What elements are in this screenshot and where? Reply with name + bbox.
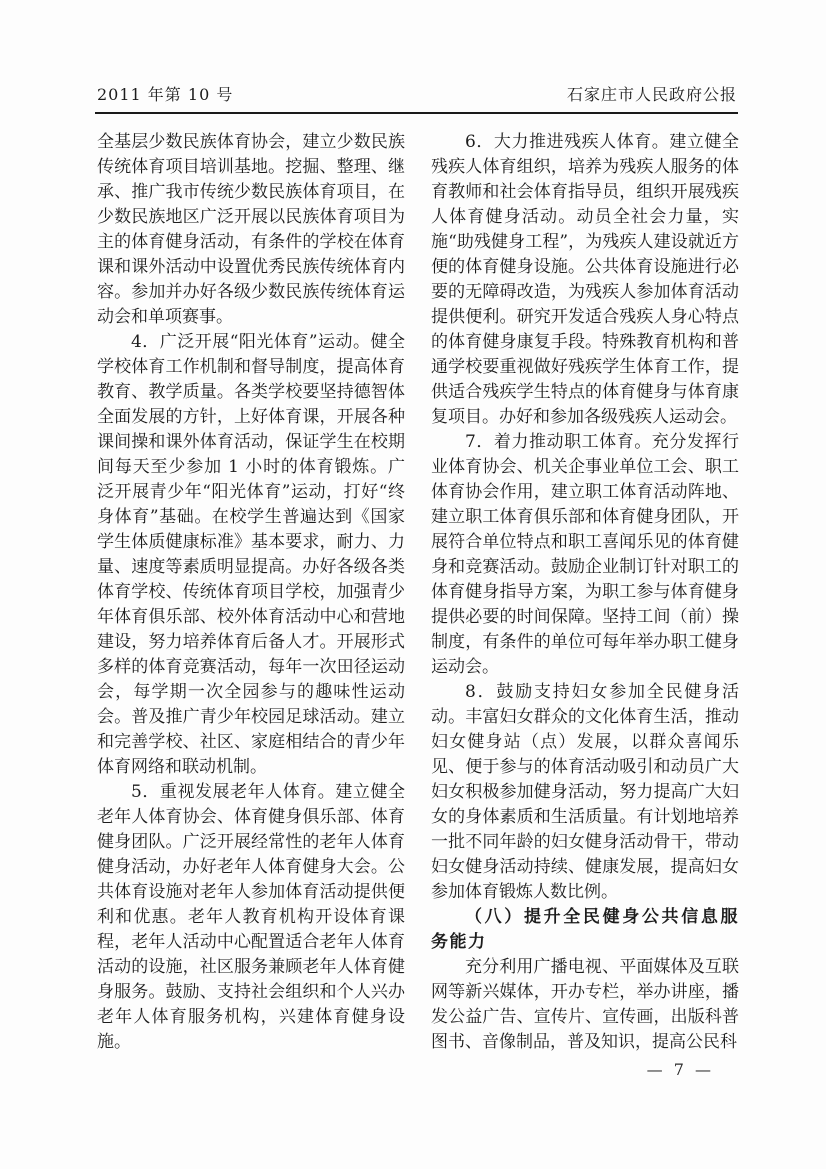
header-rule [95,112,738,114]
paragraph-5-elderly-sports: 5．重视发展老年人体育。建立健全老年人体育协会、体育健身俱乐部、体育健身团队。广泛开展经常性的老年人体育健身活动，办好老年人体育健身大会。公共体育设施对老年人参加体育活动提供便利和优惠。老年人教育机构开设体育课程，老年人活动中心配置适合老年人体育活动的设施，社区服务兼顾老年人体育健身服务。鼓励、支持社会组织和个人兴办老年人体育服务机构，兴建体育健身设施。 [97,782,405,1052]
paragraph-minority-sports-continuation: 全基层少数民族体育协会，建立少数民族传统体育项目培训基地。挖掘、整理、继承、推广我市传统少数民族体育项目，在少数民族地区广泛开展以民族体育项目为主的体育健身活动，有条件的学校在体育课和课外活动中设置优秀民族传统体育内容。参加并办好各级少数民族传统体育运动会和单项赛事。 [97,132,405,327]
page-header [97,84,737,106]
header-issue-label: 2011 年第 10 号 [97,85,234,104]
column-left [97,130,405,1080]
column-right [431,130,739,1080]
section-heading-public-info-service: （八）提升全民健身公共信息服务能力 [431,907,739,952]
paragraph-8-women-fitness: 8．鼓励支持妇女参加全民健身活动。丰富妇女群众的文化体育生活，推动妇女健身站（点）发展，以群众喜闻乐见、便于参与的体育活动吸引和动员广大妇女积极参加健身活动，努力提高广大妇女的身体素质和生活质量。有计划地培养一批不同年龄的妇女健身活动骨干，带动妇女健身活动持续、健康发展，提高妇女参加体育锻炼人数比例。 [431,682,739,902]
paragraph-7-worker-sports: 7．着力推动职工体育。充分发挥行业体育协会、机关企事业单位工会、职工体育协会作用，建立职工体育活动阵地、建立职工体育俱乐部和体育健身团队，开展符合单位特点和职工喜闻乐见的体育健身和竞赛活动。鼓励企业制订针对职工的体育健身指导方案，为职工参与体育健身提供必要的时间保障。坚持工间（前）操制度，有条件的单位可每年举办职工健身运动会。 [431,432,739,677]
paragraph-6-disabled-sports: 6．大力推进残疾人体育。建立健全残疾人体育组织，培养为残疾人服务的体育教师和社会体育指导员，组织开展残疾人体育健身活动。动员全社会力量，实施“助残健身工程”，为残疾人建设就近方便的体育健身设施。公共体育设施进行必要的无障碍改造，为残疾人参加体育活动提供便利。研究开发适合残疾人身心特点的体育健身康复手段。特殊教育机构和普通学校要重视做好残疾学生体育工作，提供适合残疾学生特点的体育健身与体育康复项目。办好和参加各级残疾人运动会。 [431,132,739,427]
paragraph-public-info-media: 充分利用广播电视、平面媒体及互联网等新兴媒体，开办专栏，举办讲座，播发公益广告、宣传片、宣传画，出版科普图书、音像制品，普及知识，提高公民科 [431,957,739,1052]
paragraph-4-sunshine-sports: 4．广泛开展“阳光体育”运动。健全学校体育工作机制和督导制度，提高体育教育、教学质量。各类学校要坚持德智体全面发展的方针，上好体育课，开展各种课间操和课外体育活动，保证学生在校期间每天至少参加 1 小时的体育锻炼。广泛开展青少年“阳光体育”运动，打好“终身体育”基础。在校学生普遍达到《国家学生体质健康标准》基本要求，耐力、力量、速度等素质明显提高。办好各级各类体育学校、传统体育项目学校，加强青少年体育俱乐部、校外体育活动中心和营地建设，努力培养体育后备人才。开展形式多样的体育竞赛活动，每年一次田径运动会，每学期一次全园参与的趣味性运动会。普及推广青少年校园足球活动。建立和完善学校、社区、家庭相结合的青少年体育网络和联动机制。 [97,332,405,777]
header-publication-title: 石家庄市人民政府公报 [566,85,737,104]
body-columns [97,130,739,1080]
page-number: — 7 — [646,1060,714,1079]
